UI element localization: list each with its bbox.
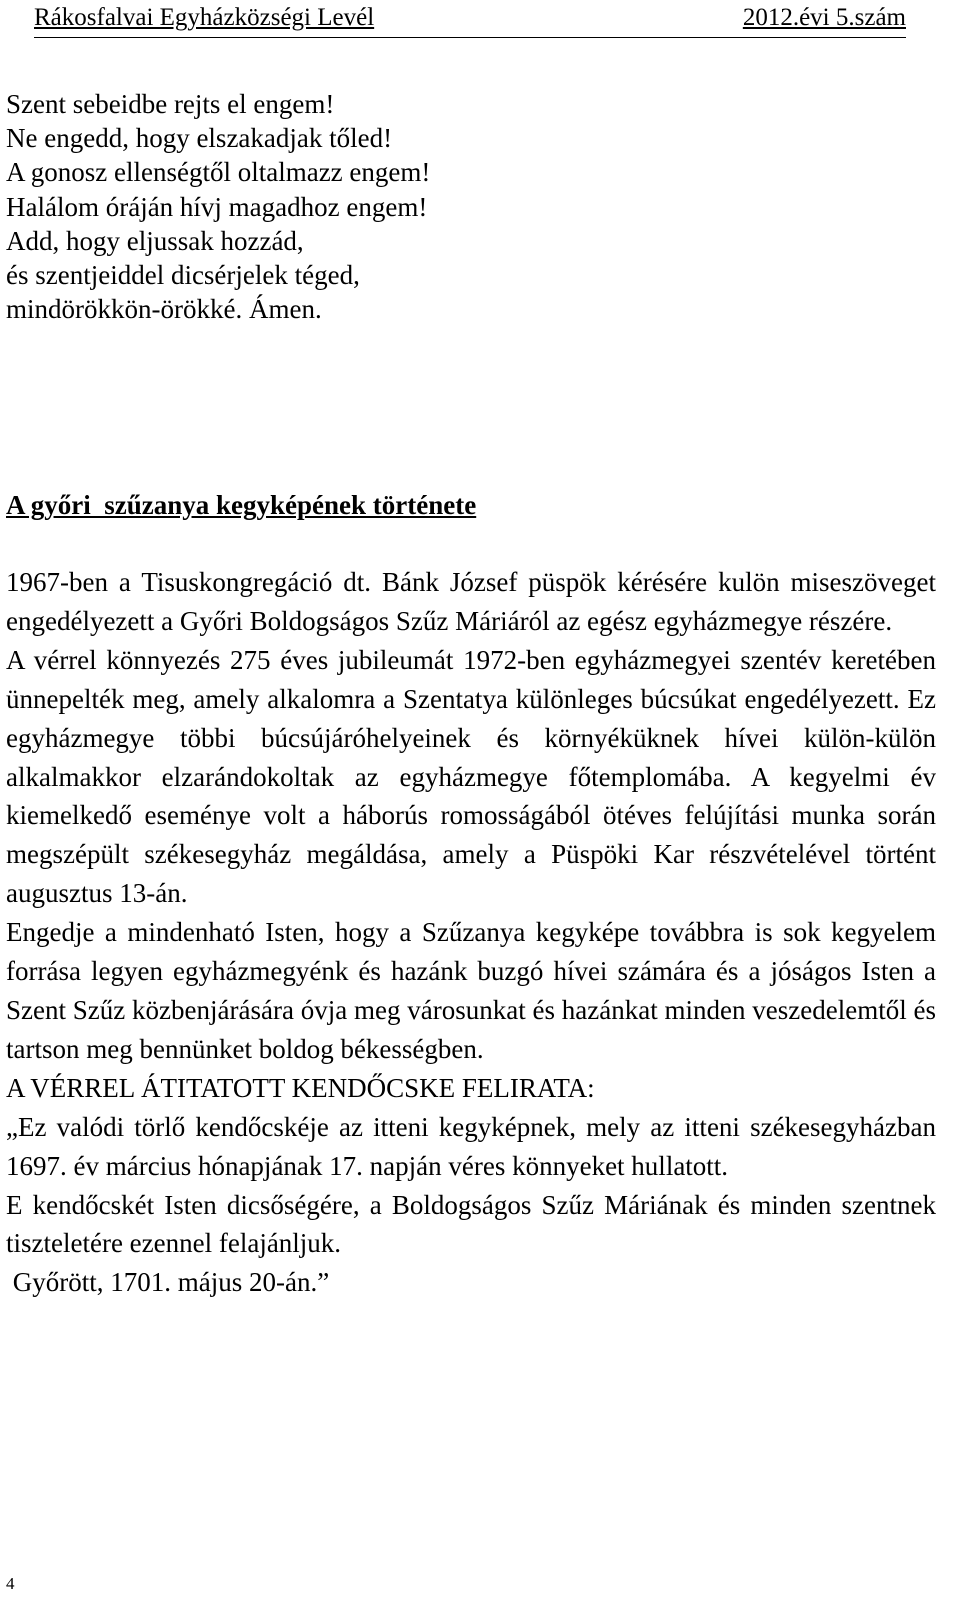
inscription-date: Győrött, 1701. május 20-án.” (6, 1267, 330, 1298)
prayer-block (6, 87, 936, 326)
inscription-dedication: E kendőcskét Isten dicsőségére, a Boldogságos Szűz Máriának és minden szentnek tiszteletére ezennel felajánljuk. (6, 1189, 936, 1259)
prayer-line: Szent sebeidbe rejts el engem! (6, 89, 335, 119)
prayer-line: A gonosz ellenségtől oltalmazz engem! (6, 157, 431, 188)
page-header (34, 0, 906, 38)
page-number: 4 (6, 1574, 15, 1593)
paragraph: 1967-ben a Tisuskongregáció dt. Bánk József püspök kérésére kulön miseszöveget engedélyezett a Győri Boldogságos Szűz Máriáról az egész egyházmegye részére. (6, 567, 936, 636)
prayer-line: Ne engedd, hogy elszakadjak tőled! (6, 123, 393, 154)
prayer-line: mindörökkön-örökké. Ámen. (6, 294, 322, 325)
header-publication-title: Rákosfalvai Egyházközségi Levél (34, 4, 375, 31)
header-issue: 2012.évi 5.szám (742, 4, 906, 31)
inscription-heading: A VÉRREL ÁTITATOTT KENDŐCSKE FELIRATA: (6, 1072, 595, 1103)
prayer-line: és szentjeiddel dicsérjelek téged, (6, 260, 360, 291)
section-title: A győri szűzanya kegyképének története (6, 490, 477, 520)
inscription-quote: „Ez valódi törlő kendőcskéje az itteni kegyképnek, mely az itteni székesegyházban 1697. év március hónapjának 17. napján véres könnyeket hullatott. (6, 1111, 936, 1181)
prayer-line: Add, hogy eljussak hozzád, (6, 225, 304, 256)
prayer-line: Halálom óráján hívj magadhoz engem! (6, 191, 428, 222)
paragraph: A vérrel könnyezés 275 éves jubileumát 1972-ben egyházmegyei szentév keretében ünnepelték meg, amely alkalomra a Szentatya különleges búcsúkat engedélyezett. Ez egyházmegye többi búcsújáróhelyeinek és környéküknek hívei külön-külön alkalmakkor elzarándokoltak az egyházmegye főtemplomába. A kegyelmi év kiemelkedő eseménye volt a háborús romosságából ötéves felújítási munka során megszépült székesegyház megáldása, amely a Püspöki Kar részvételével történt augusztus 13-án. (6, 644, 936, 909)
paragraph: Engedje a mindenható Isten, hogy a Szűzanya kegyképe továbbra is sok kegyelem forrása legyen egyházmegyénk és hazánk buzgó hívei számára és a jóságos Isten a Szent Szűz közbenjárására óvja meg városunkat és hazánkat minden veszedelemtől és tartson meg bennünket boldog békességben. (6, 917, 936, 1064)
article-body (6, 563, 936, 1302)
